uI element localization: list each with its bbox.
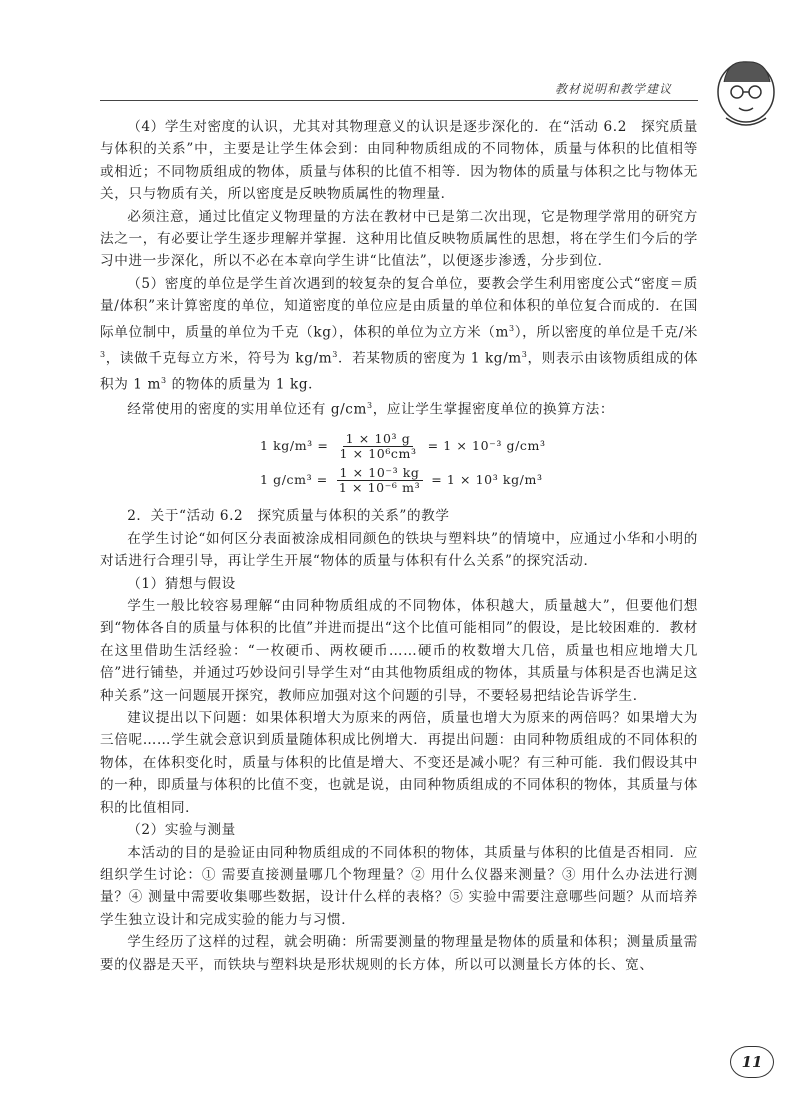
formula-g-cm3: 1 g/cm³ = $\frac{\text{1 × 10⁻³ kg}}{\text{1 × 10⁻⁶ m³}}$ = 1 × 10³ kg/m³: [260, 464, 543, 495]
fraction: $\frac{\text{1 × 10³ g}}{\text{1 × 10⁶cm³}}$: [339, 430, 417, 461]
header-rule: [100, 100, 698, 101]
page-number: 11: [730, 1046, 774, 1078]
fraction: $\frac{\text{1 × 10⁻³ kg}}{\text{1 × 10⁻⁶ m³}}$: [336, 466, 423, 495]
subheading: （2）实验与测量: [127, 822, 236, 839]
paragraph: 学生经历了这样的过程，就会明确：所需要测量的物理量是物体的质量和体积；测量质量需要的仪器是天平，而铁块与塑料块是形状规则的长方体，所以可以测量长方体的长、宽、: [100, 934, 698, 973]
paragraph: 经常使用的密度的实用单位还有 $g/cm^3$，应让学生掌握密度单位的换算方法：: [127, 401, 615, 418]
section-heading: 2．关于“活动 6.2 探究质量与体积的关系”的教学: [127, 508, 450, 525]
paragraph: （4）学生对密度的认识，尤其对其物理意义的认识是逐步深化的．在“活动 6.2 探究质量与体积的关系”中，主要是让学生体会到：由同种物质组成的不同物体，质量与体积的比值相等或相近；不同物质组成的物体，质量与体积的比值不相等．因为物体的质量与体积之比与物体无关，只与物质有关，所以密度是反映物质属性的物理量．: [100, 119, 698, 203]
page-body: [100, 116, 698, 976]
unit-conversion-formulas: [100, 429, 698, 497]
paragraph: 学生一般比较容易理解“由同种物质组成的不同物体，体积越大，质量越大”，但要他们想到“物体各自的质量与体积的比值”并进而提出“这个比值可能相同”的假设，是比较困难的．教材在这里借助生活经验：“一枚硬币、两枚硬币……硬币的枚数增大几倍，质量也相应地增大几倍”进行铺垫，并通过巧妙设问引导学生对“由其他物质组成的物体，其质量与体积是否也满足这种关系”这一问题展开探究，教师应加强对这个问题的引导，不要轻易把结论告诉学生．: [100, 598, 698, 704]
formula-kg-m3: 1 kg/m³ = $\frac{\text{1 × 10³ g}}{\text{1 × 10⁶cm³}}$ = 1 × 10⁻³ g/cm³: [260, 430, 546, 461]
paragraph: 在学生讨论“如何区分表面被涂成相同颜色的铁块与塑料块”的情境中，应通过小华和小明的对话进行合理引导，再让学生开展“物体的质量与体积有什么关系”的探究活动．: [100, 530, 698, 570]
teacher-illustration-icon: [706, 52, 786, 132]
paragraph: （5）密度的单位是学生首次遇到的较复杂的复合单位，要教会学生利用密度公式“密度＝质量/体积”来计算密度的单位，知道密度的单位应是由质量的单位和体积的单位复合而成的．在国际单位制中，质量的单位为千克（kg），体积的单位为立方米$(m^3)$，所以密度的单位是千克/米$^3$，读做千克每立方米，符号为 $kg/m^3$．若某物质的密度为 1 $kg/m^3$，则表示由该物质组成的体积为 1 $m^3$ 的物体的质量为 1 kg．: [100, 275, 699, 393]
paragraph: 建议提出以下问题：如果体积增大为原来的两倍，质量也增大为原来的两倍吗？如果增大为三倍呢……学生就会意识到质量随体积成比例增大．再提出问题：由同种物质组成的不同体积的物体，在体积变化时，质量与体积的比值是增大、不变还是减小呢？有三种可能．我们假设其中的一种，即质量与体积的比值不变，也就是说，由同种物质组成的不同体积的物体，其质量与体积的比值相同．: [100, 710, 698, 816]
paragraph: 本活动的目的是验证由同种物质组成的不同体积的物体，其质量与体积的比值是否相同．应组织学生讨论：① 需要直接测量哪几个物理量？② 用什么仪器来测量？③ 用什么办法进行测量？④ 测量中需要收集哪些数据，设计什么样的表格？⑤ 实验中需要注意哪些问题？从而培养学生独立设计和完成实验的能力与习惯．: [100, 844, 698, 928]
paragraph: 必须注意，通过比值定义物理量的方法在教材中已是第二次出现，它是物理学常用的研究方法之一，有必要让学生逐步理解并掌握．这种用比值反映物质属性的思想，将在学生们今后的学习中进一步深化，所以不必在本章向学生讲“比值法”，以便逐步渗透，分步到位．: [100, 208, 698, 270]
subheading: （1）猜想与假设: [127, 575, 236, 592]
running-header: 教材说明和教学建议: [555, 82, 673, 96]
